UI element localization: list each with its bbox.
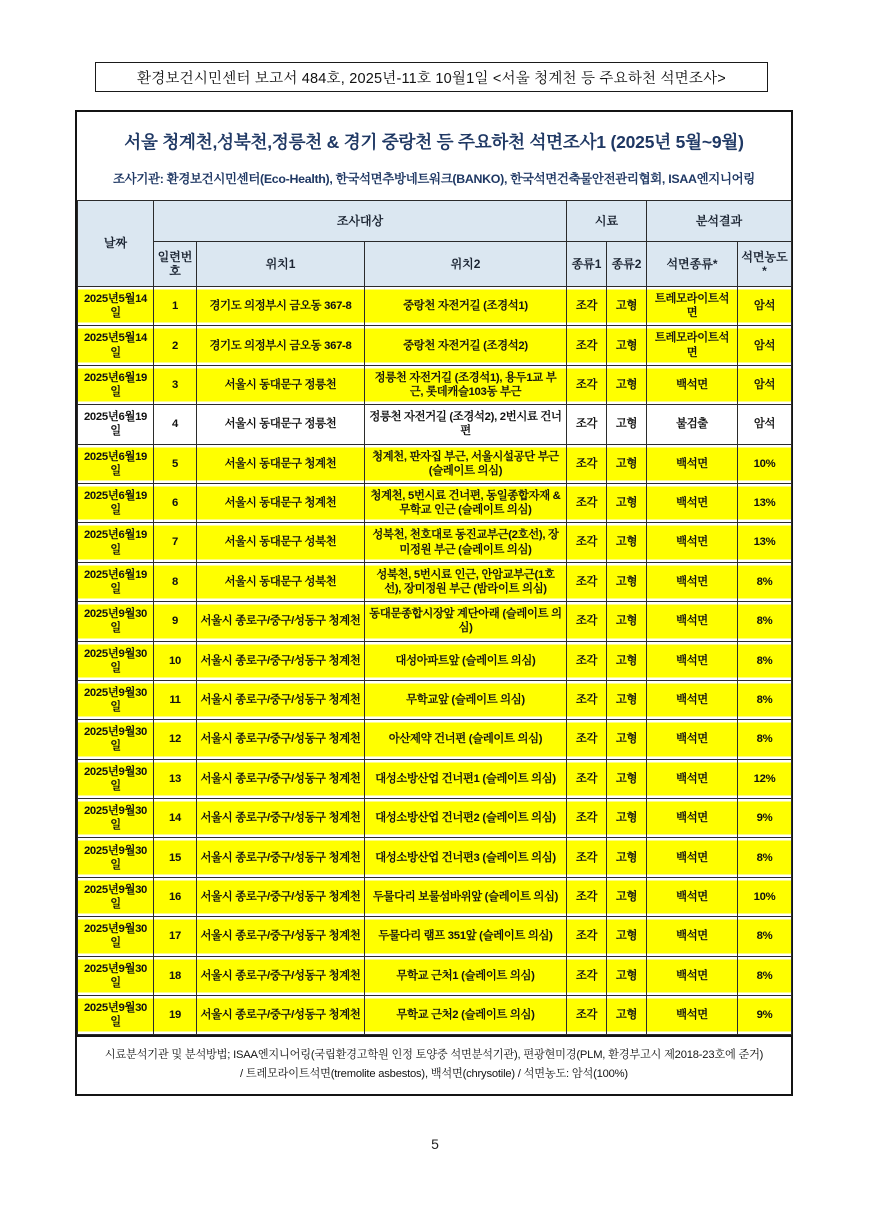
cell-serial: 16 [154, 877, 197, 916]
header-loc2: 위치2 [365, 242, 567, 287]
cell-date: 2025년9월30일 [78, 720, 154, 759]
cell-loc2: 대성소방산업 건너편3 (슬레이트 의심) [365, 838, 567, 877]
survey-table [77, 200, 792, 1035]
cell-type2: 고형 [607, 523, 647, 562]
cell-type1: 조각 [567, 759, 607, 798]
cell-serial: 4 [154, 405, 197, 444]
cell-serial: 1 [154, 287, 197, 326]
cell-type2: 고형 [607, 405, 647, 444]
cell-date: 2025년6월19일 [78, 483, 154, 522]
header-serial: 일련번호 [154, 242, 197, 287]
cell-type2: 고형 [607, 996, 647, 1035]
table-body [78, 287, 792, 1035]
report-subtitle: 조사기관: 환경보건시민센터(Eco-Health), 한국석면추방네트워크(BANKO), 한국석면건축물안전관리협회, ISAA엔지니어링 [113, 172, 755, 186]
cell-asbestos-type: 백석면 [647, 523, 738, 562]
cell-date: 2025년9월30일 [78, 759, 154, 798]
cell-loc1: 서울시 종로구/중구/성동구 청계천 [197, 996, 365, 1035]
cell-asbestos-type: 백석면 [647, 838, 738, 877]
cell-serial: 8 [154, 562, 197, 601]
table-row [78, 917, 792, 956]
cell-serial: 5 [154, 444, 197, 483]
cell-asbestos-conc: 9% [738, 996, 792, 1035]
cell-serial: 9 [154, 602, 197, 641]
footnote-line2: / 트레모라이트석면(tremolite asbestos), 백석면(chrysotile) / 석면농도: 암석(100%) [240, 1068, 628, 1081]
report-banner-text: 환경보건시민센터 보고서 484호, 2025년-11호 10월1일 <서울 청계천 등 주요하천 석면조사> [137, 70, 726, 87]
cell-asbestos-conc: 8% [738, 720, 792, 759]
cell-serial: 14 [154, 799, 197, 838]
cell-loc1: 서울시 종로구/중구/성동구 청계천 [197, 602, 365, 641]
cell-loc1: 서울시 동대문구 정릉천 [197, 365, 365, 404]
cell-date: 2025년6월19일 [78, 365, 154, 404]
table-row [78, 444, 792, 483]
cell-loc1: 서울시 종로구/중구/성동구 청계천 [197, 641, 365, 680]
cell-loc1: 서울시 종로구/중구/성동구 청계천 [197, 838, 365, 877]
cell-asbestos-type: 백석면 [647, 444, 738, 483]
cell-type1: 조각 [567, 602, 607, 641]
cell-loc2: 대성소방산업 건너편2 (슬레이트 의심) [365, 799, 567, 838]
table-row [78, 483, 792, 522]
cell-date: 2025년9월30일 [78, 602, 154, 641]
cell-serial: 3 [154, 365, 197, 404]
footnote-line1: 시료분석기관 및 분석방법; ISAA엔지니어링(국립환경고학원 인정 토양중 석면분석기관), 편광현미경(PLM, 환경부고시 제2018-23호에 준거) [104, 1049, 764, 1062]
table-row [78, 641, 792, 680]
cell-asbestos-conc: 8% [738, 602, 792, 641]
cell-type1: 조각 [567, 838, 607, 877]
table-row [78, 523, 792, 562]
header-type2: 종류2 [607, 242, 647, 287]
cell-loc1: 서울시 동대문구 정릉천 [197, 405, 365, 444]
cell-loc1: 서울시 종로구/중구/성동구 청계천 [197, 917, 365, 956]
header-survey-group: 조사대상 [154, 201, 567, 242]
cell-serial: 2 [154, 326, 197, 365]
table-row [78, 405, 792, 444]
cell-asbestos-type: 불검출 [647, 405, 738, 444]
cell-date: 2025년6월19일 [78, 523, 154, 562]
header-result-group: 분석결과 [647, 201, 792, 242]
cell-asbestos-type: 트레모라이트석면 [647, 287, 738, 326]
table-header [78, 201, 792, 287]
cell-type1: 조각 [567, 720, 607, 759]
cell-type2: 고형 [607, 917, 647, 956]
cell-loc2: 무학교 근처1 (슬레이트 의심) [365, 956, 567, 995]
cell-type2: 고형 [607, 602, 647, 641]
cell-type2: 고형 [607, 287, 647, 326]
cell-date: 2025년9월30일 [78, 996, 154, 1035]
cell-type1: 조각 [567, 956, 607, 995]
cell-type1: 조각 [567, 799, 607, 838]
cell-asbestos-type: 백석면 [647, 483, 738, 522]
cell-asbestos-conc: 13% [738, 523, 792, 562]
cell-type1: 조각 [567, 523, 607, 562]
cell-loc1: 경기도 의정부시 금오동 367-8 [197, 326, 365, 365]
cell-asbestos-conc: 8% [738, 680, 792, 719]
cell-serial: 11 [154, 680, 197, 719]
cell-loc2: 청계천, 5번시료 건너편, 동일종합자재 & 무학교 인근 (슬레이트 의심) [365, 483, 567, 522]
cell-asbestos-conc: 8% [738, 641, 792, 680]
cell-asbestos-conc: 12% [738, 759, 792, 798]
cell-type1: 조각 [567, 326, 607, 365]
report-banner [95, 62, 768, 92]
cell-serial: 19 [154, 996, 197, 1035]
cell-date: 2025년5월14일 [78, 287, 154, 326]
cell-type1: 조각 [567, 877, 607, 916]
table-row [78, 680, 792, 719]
cell-date: 2025년9월30일 [78, 956, 154, 995]
page-number: 5 [431, 1136, 439, 1152]
cell-type1: 조각 [567, 680, 607, 719]
cell-date: 2025년9월30일 [78, 680, 154, 719]
cell-loc2: 대성소방산업 건너편1 (슬레이트 의심) [365, 759, 567, 798]
cell-asbestos-type: 백석면 [647, 759, 738, 798]
cell-type1: 조각 [567, 483, 607, 522]
cell-date: 2025년9월30일 [78, 877, 154, 916]
cell-date: 2025년9월30일 [78, 799, 154, 838]
cell-loc2: 아산제약 건너편 (슬레이트 의심) [365, 720, 567, 759]
cell-asbestos-type: 백석면 [647, 956, 738, 995]
header-sample-group: 시료 [567, 201, 647, 242]
cell-loc2: 중랑천 자전거길 (조경석2) [365, 326, 567, 365]
cell-type2: 고형 [607, 799, 647, 838]
report-title: 서울 청계천,성북천,정릉천 & 경기 중랑천 등 주요하천 석면조사1 (2025년 5월~9월) [124, 132, 744, 152]
cell-loc2: 중랑천 자전거길 (조경석1) [365, 287, 567, 326]
cell-asbestos-type: 백석면 [647, 917, 738, 956]
cell-type2: 고형 [607, 838, 647, 877]
cell-asbestos-conc: 8% [738, 956, 792, 995]
cell-date: 2025년6월19일 [78, 444, 154, 483]
cell-type1: 조각 [567, 562, 607, 601]
cell-loc1: 서울시 동대문구 청계천 [197, 444, 365, 483]
cell-loc2: 두물다리 램프 351앞 (슬레이트 의심) [365, 917, 567, 956]
cell-type2: 고형 [607, 326, 647, 365]
header-date: 날짜 [78, 201, 154, 287]
cell-serial: 13 [154, 759, 197, 798]
cell-type1: 조각 [567, 917, 607, 956]
table-row [78, 326, 792, 365]
cell-type1: 조각 [567, 287, 607, 326]
cell-serial: 17 [154, 917, 197, 956]
table-row [78, 877, 792, 916]
cell-loc2: 성북천, 5번시료 인근, 안암교부근(1호선), 장미정원 부근 (밤라이트 의심) [365, 562, 567, 601]
cell-loc2: 청계천, 판자집 부근, 서울시설공단 부근 (슬레이트 의심) [365, 444, 567, 483]
cell-loc2: 무학교앞 (슬레이트 의심) [365, 680, 567, 719]
table-row [78, 838, 792, 877]
table-row [78, 996, 792, 1035]
cell-asbestos-conc: 암석 [738, 326, 792, 365]
cell-loc1: 서울시 동대문구 성북천 [197, 562, 365, 601]
cell-type2: 고형 [607, 759, 647, 798]
cell-serial: 6 [154, 483, 197, 522]
table-row [78, 602, 792, 641]
survey-report-box [75, 110, 793, 1096]
cell-asbestos-type: 백석면 [647, 641, 738, 680]
cell-type1: 조각 [567, 996, 607, 1035]
cell-loc2: 동대문종합시장앞 계단아래 (슬레이트 의심) [365, 602, 567, 641]
cell-date: 2025년9월30일 [78, 838, 154, 877]
cell-loc1: 서울시 종로구/중구/성동구 청계천 [197, 877, 365, 916]
cell-asbestos-conc: 8% [738, 917, 792, 956]
cell-serial: 7 [154, 523, 197, 562]
cell-date: 2025년5월14일 [78, 326, 154, 365]
cell-asbestos-type: 백석면 [647, 562, 738, 601]
cell-loc1: 서울시 동대문구 성북천 [197, 523, 365, 562]
cell-loc1: 서울시 동대문구 청계천 [197, 483, 365, 522]
header-asbestos-type: 석면종류* [647, 242, 738, 287]
header-type1: 종류1 [567, 242, 607, 287]
cell-asbestos-type: 백석면 [647, 799, 738, 838]
cell-type1: 조각 [567, 365, 607, 404]
cell-loc2: 두물다리 보물섬바위앞 (슬레이트 의심) [365, 877, 567, 916]
cell-loc1: 서울시 종로구/중구/성동구 청계천 [197, 680, 365, 719]
cell-loc1: 서울시 종로구/중구/성동구 청계천 [197, 956, 365, 995]
cell-serial: 10 [154, 641, 197, 680]
table-row [78, 720, 792, 759]
table-row [78, 759, 792, 798]
cell-asbestos-type: 트레모라이트석면 [647, 326, 738, 365]
cell-asbestos-type: 백석면 [647, 602, 738, 641]
cell-asbestos-type: 백석면 [647, 720, 738, 759]
cell-loc1: 경기도 의정부시 금오동 367-8 [197, 287, 365, 326]
cell-asbestos-conc: 암석 [738, 365, 792, 404]
cell-loc2: 정릉천 자전거길 (조경석2), 2번시료 건너편 [365, 405, 567, 444]
cell-date: 2025년9월30일 [78, 917, 154, 956]
header-loc1: 위치1 [197, 242, 365, 287]
cell-asbestos-type: 백석면 [647, 877, 738, 916]
cell-serial: 15 [154, 838, 197, 877]
cell-type2: 고형 [607, 877, 647, 916]
table-row [78, 799, 792, 838]
cell-date: 2025년6월19일 [78, 405, 154, 444]
cell-type1: 조각 [567, 641, 607, 680]
cell-date: 2025년6월19일 [78, 562, 154, 601]
cell-date: 2025년9월30일 [78, 641, 154, 680]
cell-type2: 고형 [607, 680, 647, 719]
cell-asbestos-conc: 8% [738, 838, 792, 877]
cell-type2: 고형 [607, 720, 647, 759]
cell-loc2: 무학교 근처2 (슬레이트 의심) [365, 996, 567, 1035]
cell-loc1: 서울시 종로구/중구/성동구 청계천 [197, 799, 365, 838]
cell-type2: 고형 [607, 444, 647, 483]
analysis-footnote [77, 1035, 791, 1094]
cell-type1: 조각 [567, 444, 607, 483]
table-row [78, 956, 792, 995]
cell-asbestos-type: 백석면 [647, 680, 738, 719]
cell-type2: 고형 [607, 483, 647, 522]
cell-loc1: 서울시 종로구/중구/성동구 청계천 [197, 720, 365, 759]
cell-loc2: 성북천, 천호대로 동진교부근(2호선), 장미정원 부근 (슬레이트 의심) [365, 523, 567, 562]
cell-asbestos-conc: 암석 [738, 287, 792, 326]
cell-asbestos-conc: 13% [738, 483, 792, 522]
cell-asbestos-conc: 8% [738, 562, 792, 601]
table-row [78, 365, 792, 404]
cell-asbestos-type: 백석면 [647, 996, 738, 1035]
cell-loc1: 서울시 종로구/중구/성동구 청계천 [197, 759, 365, 798]
table-row [78, 287, 792, 326]
cell-type2: 고형 [607, 365, 647, 404]
cell-serial: 12 [154, 720, 197, 759]
cell-asbestos-conc: 10% [738, 444, 792, 483]
cell-serial: 18 [154, 956, 197, 995]
table-row [78, 562, 792, 601]
cell-asbestos-conc: 10% [738, 877, 792, 916]
cell-loc2: 정릉천 자전거길 (조경석1), 용두1교 부근, 롯데캐슬103동 부근 [365, 365, 567, 404]
cell-type2: 고형 [607, 641, 647, 680]
cell-type1: 조각 [567, 405, 607, 444]
cell-asbestos-type: 백석면 [647, 365, 738, 404]
cell-type2: 고형 [607, 956, 647, 995]
header-asbestos-conc: 석면농도* [738, 242, 792, 287]
cell-asbestos-conc: 암석 [738, 405, 792, 444]
cell-asbestos-conc: 9% [738, 799, 792, 838]
cell-type2: 고형 [607, 562, 647, 601]
cell-loc2: 대성아파트앞 (슬레이트 의심) [365, 641, 567, 680]
